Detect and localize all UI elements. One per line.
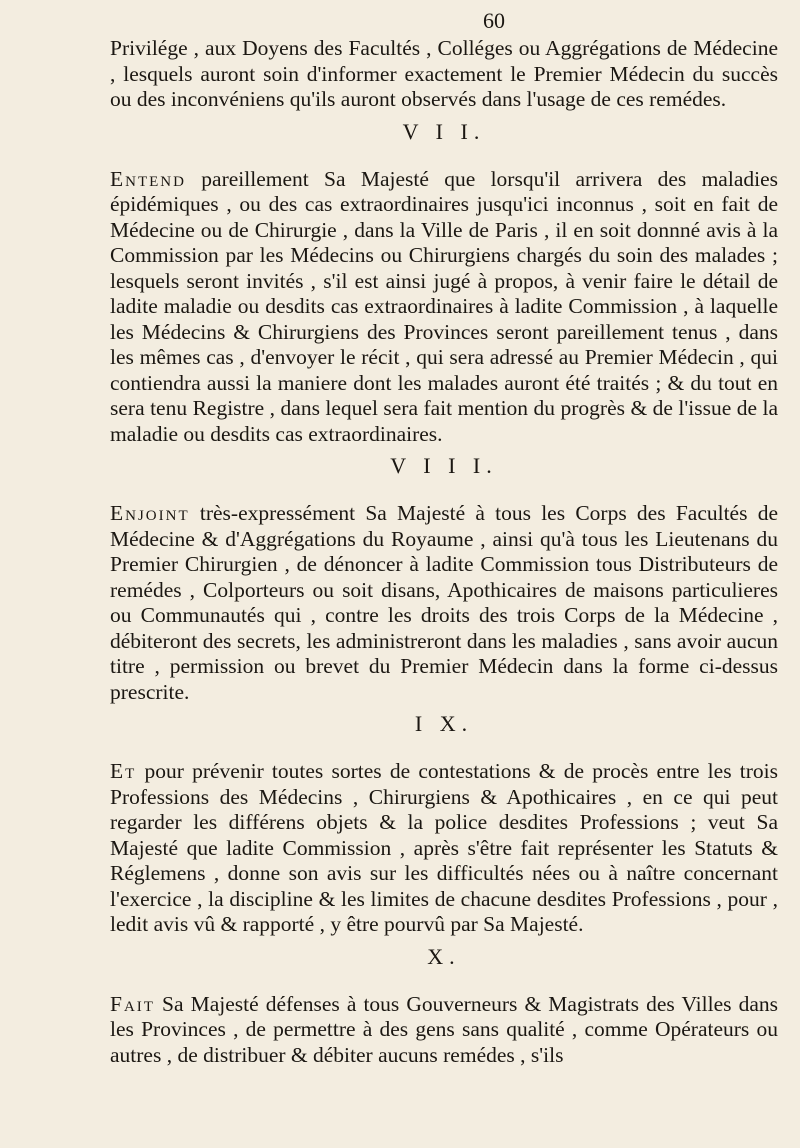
- article-8-lead: Enjoint: [110, 501, 190, 525]
- article-7-lead: Entend: [110, 166, 186, 191]
- article-7-text: pareillement Sa Majesté que lorsqu'il arrivera des maladies épidémiques , ou des cas extraordinaires jusqu'ici inconnus , soit en fait de Médecine ou de Chirurgie , dans la Ville de Paris , il en soit donnné avis à la Commission par les Médecins ou Chirurgiens chargés du soin des malades ; lesquels seront invités , s'il est ainsi jugé à propos, à venir faire le détail de ladite maladie ou desdits cas extraordinaires à ladite Commission , à laquelle les Médecins & Chirurgiens des Provinces seront pareillement tenus , dans les mêmes cas , d'envoyer le récit , qui sera adressé au Premier Médecin , qui contiendra aussi la maniere dont les malades auront été traités ; & du tout en sera tenu Registre , dans lequel sera fait mention du progrès & de l'issue de la maladie ou desdits cas extraordinaires.: [110, 166, 778, 446]
- article-9-paragraph: [110, 759, 778, 938]
- article-number-9: I X.: [414, 711, 474, 736]
- intro-paragraph: Privilége , aux Doyens des Facultés , Colléges ou Aggrégations de Médecine , lesquels auront soin d'informer exactement le Premier Médecin du succès ou des inconvéniens qu'ils auront observés dans l'usage de ces remédes.: [110, 36, 778, 111]
- article-8-text: très-expressément Sa Majesté à tous les Corps des Facultés de Médecine & d'Aggrégations du Royaume , ainsi qu'à tous les Lieutenans du Premier Chirurgien , de dénoncer à ladite Commission tous Distributeurs de remédes , Colporteurs ou soit disans, Apothicaires de maisons particulieres ou Communautés qui , contre les droits des trois Corps de la Médecine , débiteront des secrets, les administreront dans les maladies , sans avoir aucun titre , permission ou brevet du Premier Médecin dans la forme ci-dessus prescrite.: [110, 501, 778, 704]
- article-number-7: V I I.: [402, 118, 486, 144]
- page-number: 60: [483, 8, 505, 33]
- article-8-paragraph: [110, 501, 778, 705]
- article-7-paragraph: [110, 167, 778, 448]
- article-10-paragraph: [110, 992, 778, 1069]
- article-number-8: V I I I.: [390, 453, 498, 478]
- article-9-lead: Et: [110, 759, 137, 783]
- article-number-10: X.: [427, 943, 461, 969]
- article-10-lead: Fait: [110, 991, 155, 1016]
- article-10-text: Sa Majesté défenses à tous Gouverneurs & Magistrats des Villes dans les Provinces , de permettre à des gens sans qualité , comme Opérateurs ou autres , de distribuer & débiter aucuns remédes , s'ils: [110, 991, 778, 1067]
- article-9-text: pour prévenir toutes sortes de contestations & de procès entre les trois Professions des Médecins , Chirurgiens & Apothicaires , en ce qui peut regarder les différens objets & la police desdites Professions ; veut Sa Majesté que ladite Commission , après s'être fait représenter les Statuts & Réglemens , donne son avis sur les difficultés nées ou à naître concernant l'exercice , la discipline & les limites de chacune desdites Professions , pour , ledit avis vû & rapporté , y être pourvû par Sa Majesté.: [110, 759, 778, 936]
